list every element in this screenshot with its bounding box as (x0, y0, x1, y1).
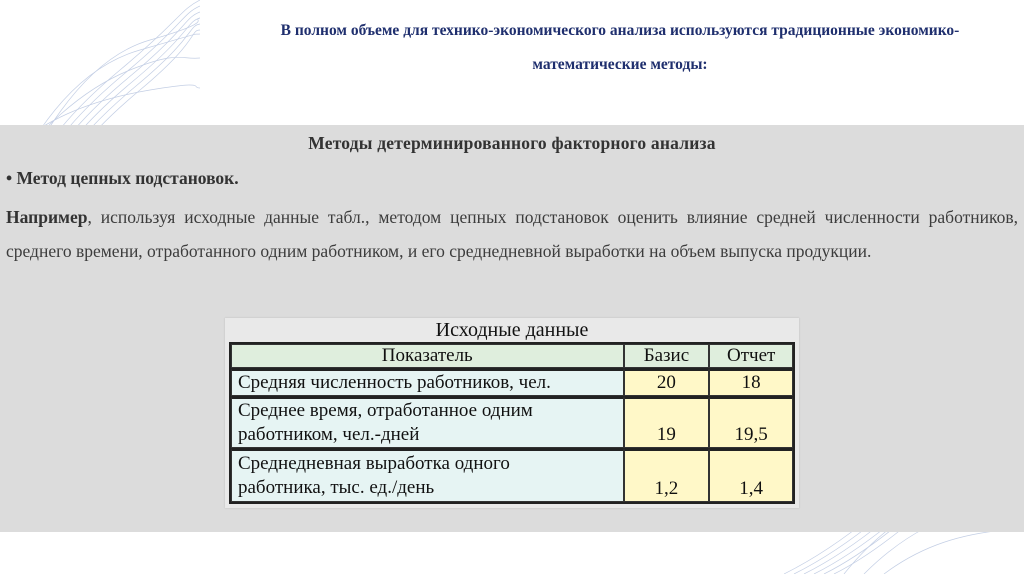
table-header-row (231, 344, 793, 368)
slide-title (190, 14, 1024, 82)
row-base-value: 1,2 (624, 448, 710, 502)
row-indicator-name (231, 396, 624, 448)
source-data-table-panel (225, 318, 799, 508)
example-text: , используя исходные данные табл., методом цепных подстановок оценить влияние средней численности работников, среднего времени, отработанного одним работником, и его среднедневной выработки на объем выпуска продукции. (6, 207, 1018, 261)
table-row (231, 368, 793, 396)
row-report-value: 18 (709, 368, 793, 396)
row-base-value: 19 (624, 396, 710, 448)
row-indicator-name (231, 368, 624, 396)
row-indicator-line-2: работником, чел.-дней (238, 424, 420, 445)
row-indicator-name (231, 448, 624, 502)
slide-title-line-1: В полном объеме для технико-экономического анализа используются традиционные экономико- (280, 22, 960, 39)
table-caption: Исходные данные (435, 319, 589, 341)
header-report: Отчет (709, 344, 793, 368)
slide-title-line-2: математические методы: (532, 56, 708, 73)
row-indicator-line-1: Средняя численность работников, чел. (238, 372, 551, 393)
row-indicator-line-2: работника, тыс. ед./день (238, 477, 435, 498)
row-report-value: 1,4 (709, 448, 793, 502)
example-lead: Например (6, 207, 88, 227)
table-row (231, 396, 793, 448)
row-indicator-line-1: Среднее время, отработанное одним (238, 400, 533, 421)
section-heading: Методы детерминированного факторного анализа (308, 133, 716, 153)
source-data-table (229, 342, 795, 504)
example-paragraph (6, 200, 1018, 268)
row-base-value: 20 (624, 368, 710, 396)
header-indicator: Показатель (231, 344, 624, 368)
table-row (231, 448, 793, 502)
row-report-value: 19,5 (709, 396, 793, 448)
method-bullet: • Метод цепных подстановок. (6, 168, 239, 188)
header-base: Базис (624, 344, 710, 368)
row-indicator-line-1: Среднедневная выработка одного (238, 453, 510, 474)
